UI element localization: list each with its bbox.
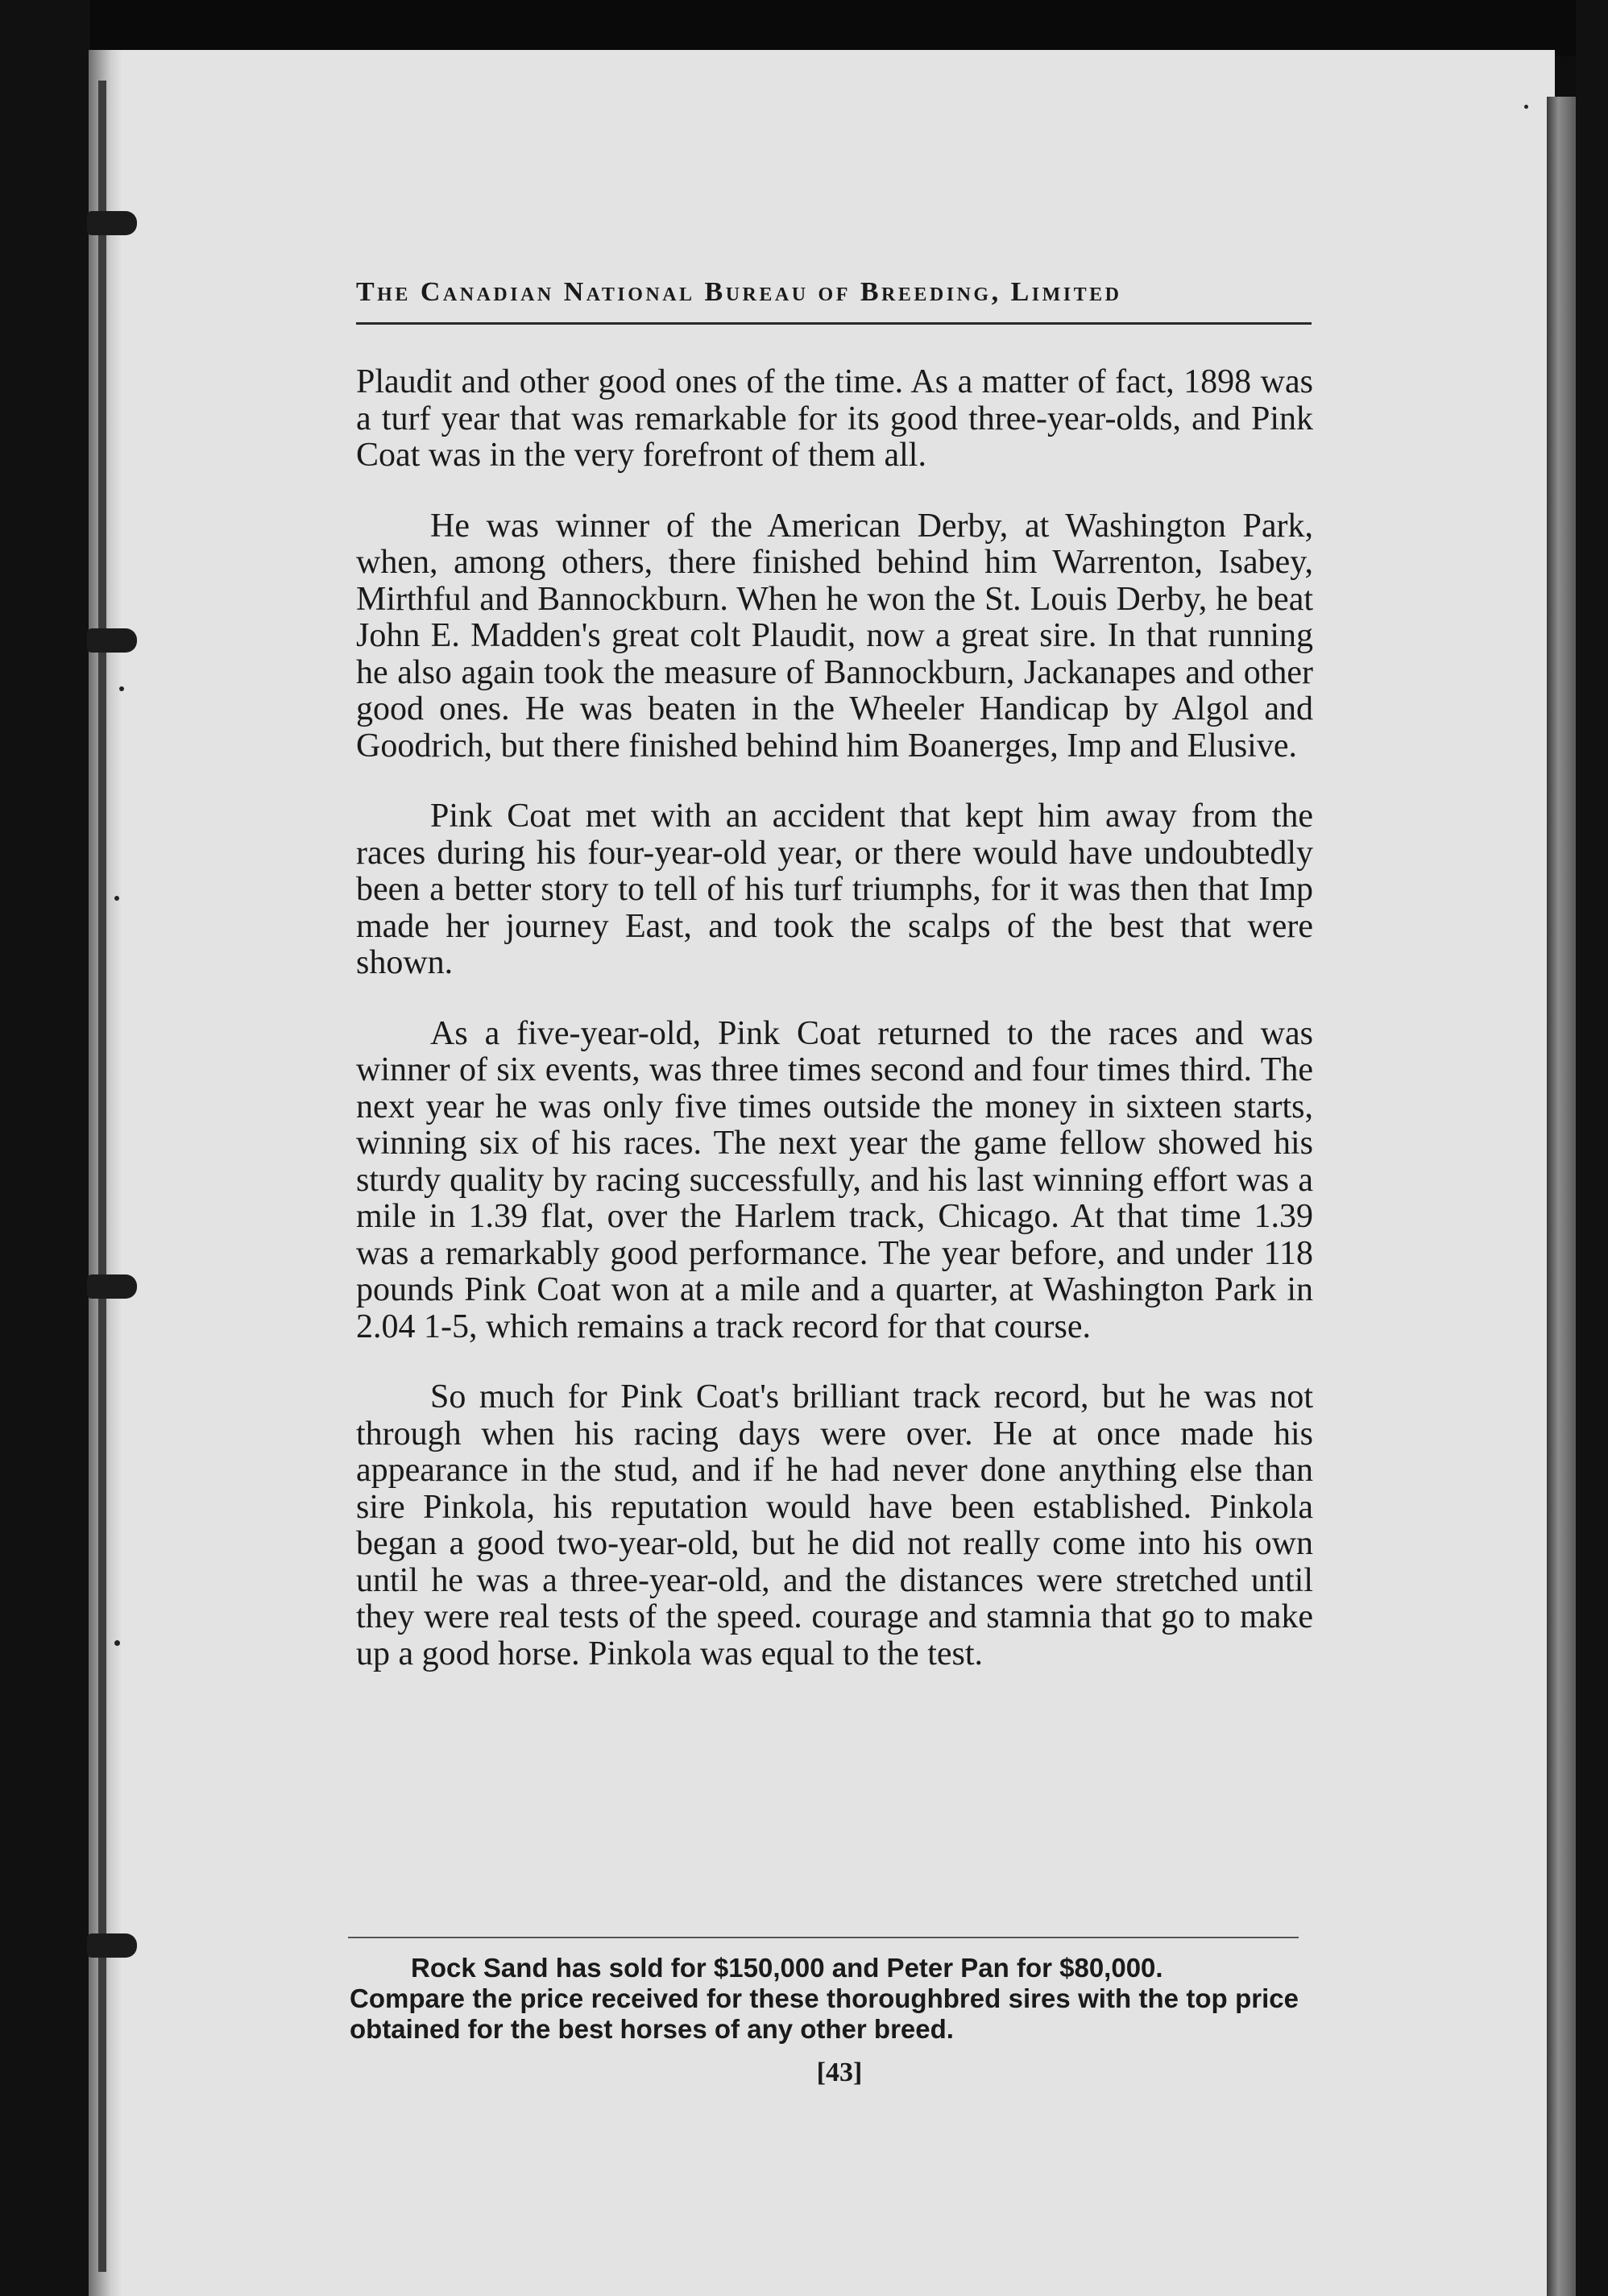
scan-speck — [114, 896, 119, 901]
scan-speck — [119, 686, 124, 691]
footnote-line: Compare the price received for these thoroughbred sires with the top price obtained for the best horses of any other breed. — [350, 1983, 1299, 2044]
paragraph: Pink Coat met with an accident that kept him away from the races during his four-year-old year, or there would have undoubtedly been a better story to tell of his turf triumphs, for it was then that Imp made her journey East, and took the scalps of the best that were shown. — [356, 798, 1313, 981]
page-right-edge — [1547, 97, 1576, 2296]
footnote-rule — [348, 1937, 1299, 1938]
paragraph: As a five-year-old, Pink Coat returned to the races and was winner of six events, was three times second and four times third. The next year he was only five times outside the money in sixteen starts, winning six of his races. The next year the game fellow showed his sturdy quality by racing successfully, and his last winning effort was a mile in 1.39 flat, over the Harlem track, Chicago. At that time 1.39 was a remarkably good performance. The year before, and under 118 pounds Pink Coat won at a mile and a quarter, at Washington Park in 2.04 1-5, which remains a track record for that course. — [356, 1014, 1313, 1345]
scan-speck — [114, 1640, 120, 1646]
page-number: [43] — [816, 2058, 863, 2087]
paragraph: So much for Pink Coat's brilliant track record, but he was not through when his racing days were over. He at once made his appearance in the stud, and if he had never done anything else than sire Pinkola, his reputation would have been established. Pinkola began a good two-year-old, but he did not really come into his own until he was a three-year-old, and the distances were stretched until they were real tests of the speed. courage and stamnia that go to make up a good horse. Pinkola was equal to the test. — [356, 1378, 1313, 1672]
binding-ring — [87, 1933, 137, 1958]
body-text — [356, 364, 1313, 1706]
header-rule — [356, 322, 1312, 325]
scan-top-border — [0, 0, 1608, 56]
scan-left-border — [0, 0, 90, 2296]
binding-ring — [87, 211, 137, 235]
binding-ring — [87, 628, 137, 653]
scan-right-border — [1576, 0, 1608, 2296]
paragraph: He was winner of the American Derby, at Washington Park, when, among others, there finished behind him Warrenton, Isabey, Mirthful and Bannockburn. When he won the St. Louis Derby, he beat John E. Madden's great colt Plaudit, now a great sire. In that running he also again took the measure of Bannockburn, Jackanapes and other good ones. He was beaten in the Wheeler Handicap by Algol and Goodrich, but there finished behind him Boanerges, Imp and Elusive. — [356, 507, 1313, 765]
footnote — [350, 1953, 1299, 2045]
binding-ring — [87, 1274, 137, 1299]
running-header: The Canadian National Bureau of Breeding, Limited — [356, 277, 1122, 307]
footnote-line: Rock Sand has sold for $150,000 and Peter Pan for $80,000. — [411, 1953, 1163, 1983]
scan-speck — [1524, 105, 1528, 109]
paragraph: Plaudit and other good ones of the time. As a matter of fact, 1898 was a turf year that was remarkable for its good three-year-olds, and Pink Coat was in the very forefront of them all. — [356, 363, 1313, 474]
